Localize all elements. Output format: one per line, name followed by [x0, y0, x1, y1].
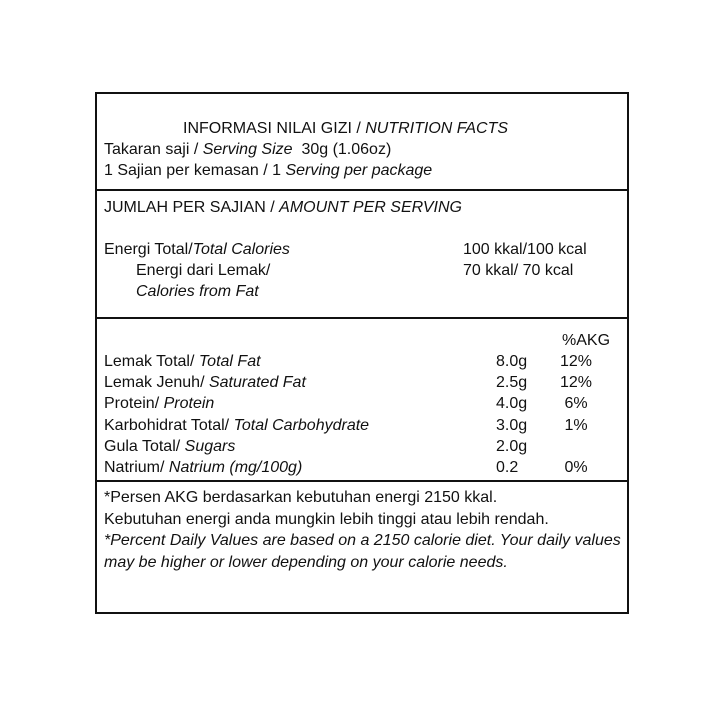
- serving-size-label-id: Takaran saji /: [104, 141, 203, 158]
- nutrient-label-id: Protein/: [104, 395, 164, 413]
- nutrient-label-en: Total Carbohydrate: [233, 416, 370, 434]
- nutrient-percent-akg: 1%: [564, 416, 588, 434]
- total-calories-value: 100 kkal/100 kcal: [463, 241, 587, 258]
- nutrient-amount: 3.0g: [496, 416, 528, 434]
- nutrient-amount: 2.0g: [496, 437, 528, 455]
- nutrient-label-en: Sugars: [184, 437, 236, 455]
- nutrient-label-id: Gula Total/: [104, 437, 185, 455]
- nutrient-amount: 4.0g: [496, 395, 528, 413]
- calories-from-fat-label-en: Calories from Fat: [136, 283, 259, 300]
- nutrient-label-id: Karbohidrat Total/: [104, 416, 234, 434]
- total-calories-label-en: Total Calories: [192, 241, 290, 258]
- nutrient-label-id: Natrium/: [104, 459, 169, 476]
- amount-heading: [104, 198, 462, 217]
- footnote-akg-basis: *Persen AKG berdasarkan kebutuhan energi 2150 kkal.: [104, 489, 498, 506]
- serving-size-value: 30g (1.06oz): [292, 141, 392, 158]
- akg-column-header: %AKG: [562, 332, 611, 349]
- nutrient-label: [104, 416, 369, 435]
- nutrient-label: [104, 437, 235, 456]
- amount-per-serving-section: [97, 191, 627, 319]
- serving-size-label-en: Serving Size: [202, 141, 293, 158]
- nutrient-label: [104, 458, 302, 477]
- nutrient-label-en: Total Fat: [198, 353, 261, 370]
- serving-size-line: [104, 140, 391, 159]
- nutrient-label: [104, 373, 306, 392]
- footnote-daily-values-en: *Percent Daily Values are based on a 2150 calorie diet. Your daily values may be higher or lower depending on your calorie needs.: [104, 532, 621, 571]
- footnote: [104, 487, 624, 573]
- nutrient-percent-akg: 6%: [564, 395, 588, 413]
- amount-heading-id: JUMLAH PER SAJIAN /: [104, 199, 280, 216]
- footnote-section: [97, 482, 627, 612]
- nutrient-label-id: Lemak Jenuh/: [104, 374, 209, 392]
- total-calories-label-id: Energi Total/: [104, 241, 193, 258]
- footnote-energy-needs: Kebutuhan energi anda mungkin lebih tinggi atau lebih rendah.: [104, 510, 549, 528]
- nutrient-amount: 8.0g: [496, 353, 528, 370]
- nutrient-label-en: Saturated Fat: [208, 374, 306, 392]
- amount-heading-en: AMOUNT PER SERVING: [279, 199, 462, 216]
- nutrient-label-en: Natrium (mg/100g): [168, 459, 303, 476]
- nutrient-label: [104, 352, 261, 371]
- nutrients-section: [97, 319, 627, 482]
- title-english: NUTRITION FACTS: [365, 120, 509, 137]
- serving-info-section: [97, 94, 627, 191]
- nutrient-label-en: Protein: [163, 395, 215, 413]
- nutrition-facts-panel: [95, 92, 629, 614]
- servings-label-en: Serving per package: [285, 162, 433, 179]
- nutrient-percent-akg: 0%: [564, 459, 588, 476]
- title-indonesian: INFORMASI NILAI GIZI /: [183, 120, 366, 137]
- calories-from-fat-label-id: Energi dari Lemak/: [136, 262, 271, 279]
- nutrient-label-id: Lemak Total/: [104, 353, 199, 370]
- servings-per-package-line: [104, 161, 432, 180]
- servings-label-id: 1 Sajian per kemasan / 1: [104, 162, 286, 179]
- nutrient-percent-akg: 12%: [559, 353, 593, 370]
- calories-from-fat-value: 70 kkal/ 70 kcal: [463, 262, 574, 279]
- nutrient-amount: 0.2: [496, 459, 519, 476]
- panel-title: [183, 119, 508, 138]
- nutrient-label: [104, 394, 214, 413]
- nutrient-percent-akg: 12%: [559, 374, 593, 392]
- total-calories-label: [104, 240, 290, 259]
- nutrient-amount: 2.5g: [496, 374, 528, 392]
